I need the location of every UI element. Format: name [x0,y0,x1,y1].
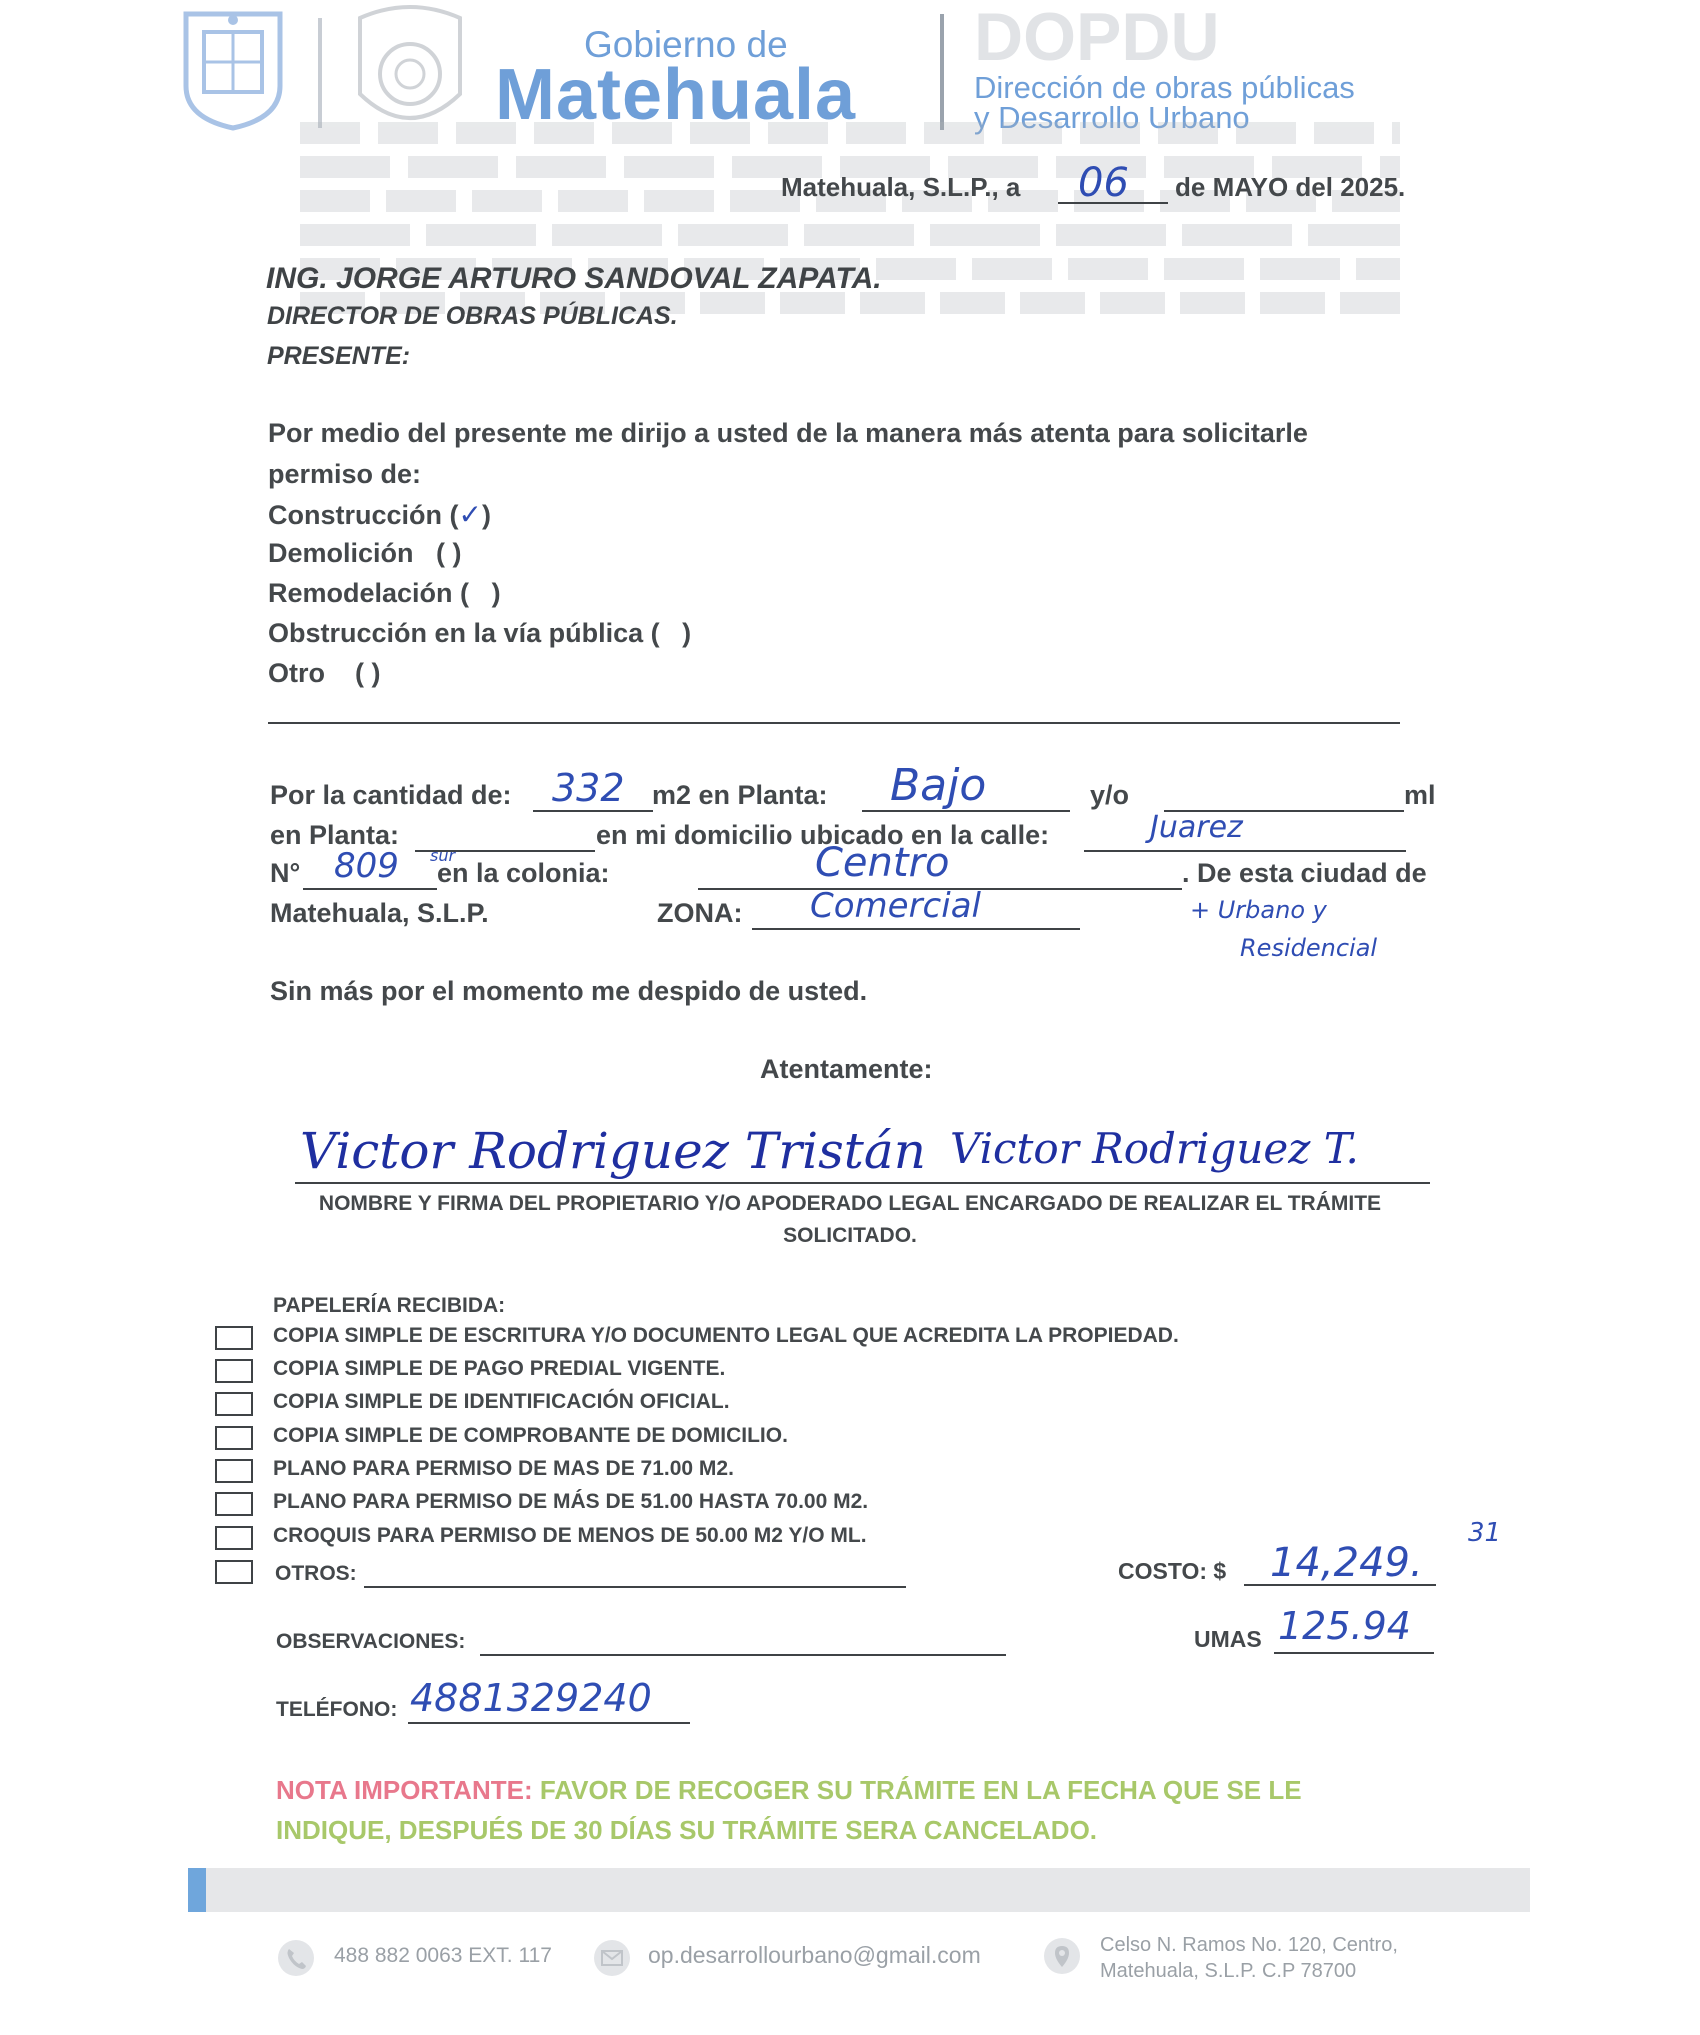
costo-underline [1244,1584,1436,1586]
zona-extra-2: Residencial [1240,934,1378,962]
ml-label: ml [1404,780,1436,810]
phone-icon [276,1938,316,1978]
dept-line2: y Desarrollo Urbano [974,100,1250,135]
zona-underline [752,928,1080,930]
footer-email[interactable]: op.desarrollourbano@gmail.com [648,1942,981,1968]
colonia-value[interactable]: Centro [815,840,950,886]
body-intro: Por medio del presente me dirijo a usted de la manera más atenta para solicitarle [268,418,1308,448]
signature-caption-2: SOLICITADO. [783,1224,917,1247]
papeleria-item: COPIA SIMPLE DE ESCRITURA Y/O DOCUMENTO LEGAL QUE ACREDITA LA PROPIEDAD. [273,1324,1179,1347]
planta-value[interactable]: Bajo [890,760,987,811]
recipient-name: ING. JORGE ARTURO SANDOVAL ZAPATA. [266,262,882,295]
umas-underline [1274,1652,1434,1654]
checkbox-domicilio[interactable] [215,1426,253,1450]
costo-value[interactable]: 14,249. [1270,1540,1423,1586]
checkbox-escritura[interactable] [215,1326,253,1350]
telefono-underline [408,1722,690,1724]
m2-label: m2 en Planta: [652,780,828,810]
papeleria-title: PAPELERÍA RECIBIDA: [273,1294,506,1317]
body-intro-2: permiso de: [268,459,422,489]
signature-line [295,1182,1430,1184]
recipient-title: DIRECTOR DE OBRAS PÚBLICAS. [267,302,678,330]
date-suffix: de MAYO del 2025. [1175,172,1406,202]
calle-underline [1084,850,1406,852]
signature-caption-1: NOMBRE Y FIRMA DEL PROPIETARIO Y/O APODERADO LEGAL ENCARGADO DE REALIZAR EL TRÁMITE [318,1192,1382,1215]
zona-value[interactable]: Comercial [810,886,981,926]
gov-line1: Gobierno de [584,24,788,65]
calle-value[interactable]: Juarez [1150,810,1243,845]
footer-contacts [276,1932,1476,1992]
option-construccion[interactable]: Construcción (✓) [268,498,491,531]
no-suffix: sur [430,846,456,865]
atentamente-text: Atentamente: [760,1054,933,1084]
scan-bleed-through [300,110,1400,370]
coat-of-arms-icon [176,6,290,132]
option-obstruccion[interactable]: Obstrucción en la vía pública ( ) [268,618,692,648]
checkbox-predial[interactable] [215,1359,253,1383]
nota-label: NOTA IMPORTANTE: [276,1775,533,1805]
footer-phone: 488 882 0063 EXT. 117 [334,1944,552,1967]
gov-line2: Matehuala [495,55,857,135]
planta2-label: en Planta: [270,820,400,850]
dept-line1: Dirección de obras públicas [974,70,1355,105]
checkbox-plano-71[interactable] [215,1459,253,1483]
permit-options [268,498,691,698]
recipient-present: PRESENTE: [267,342,411,370]
option-remodelacion[interactable]: Remodelación ( ) [268,578,501,608]
footer-address [1100,1932,1398,1984]
no-label: N° [270,858,301,888]
matehuala-label: Matehuala, S.L.P. [270,898,489,928]
yo-label: y/o [1090,780,1130,810]
date-day: 06 [1078,160,1129,206]
checkbox-plano-51[interactable] [215,1492,253,1516]
cantidad-value[interactable]: 332 [552,766,625,810]
nota-text-2: INDIQUE, DESPUÉS DE 30 DÍAS SU TRÁMITE SERA CANCELADO. [276,1815,1098,1845]
nota-text-1: FAVOR DE RECOGER SU TRÁMITE EN LA FECHA QUE SE LE [539,1775,1302,1805]
zona-label: ZONA: [657,898,743,928]
colonia-label: en la colonia: [437,858,610,888]
telefono-value[interactable]: 4881329240 [410,1676,652,1720]
date-day-underline [1058,202,1168,204]
option-demolicion[interactable]: Demolición ( ) [268,538,462,568]
domicilio-label: en mi domicilio ubicado en la calle: [596,820,1050,850]
nota-importante [276,1770,1302,1850]
observaciones-line [480,1654,1006,1656]
otros-label: OTROS: [275,1562,357,1585]
dept-acronym: DOPDU [974,0,1220,75]
date-prefix: Matehuala, S.L.P., a [781,172,1021,202]
umas-value[interactable]: 125.94 [1278,1604,1411,1648]
checkbox-otros[interactable] [215,1560,253,1584]
location-pin-icon [1042,1936,1082,1980]
footer-address-1: Celso N. Ramos No. 120, Centro, [1100,1934,1398,1956]
cantidad-underline [533,810,653,812]
signature-name: Victor Rodriguez Tristán [300,1122,926,1180]
otro-line [268,722,1400,724]
observaciones-label: OBSERVACIONES: [276,1630,466,1653]
papeleria-item: COPIA SIMPLE DE COMPROBANTE DE DOMICILIO. [273,1424,788,1447]
signature-caption [270,1188,1430,1252]
planta-underline [862,810,1070,812]
papeleria-item: COPIA SIMPLE DE IDENTIFICACIÓN OFICIAL. [273,1390,730,1413]
checkbox-croquis[interactable] [215,1526,253,1550]
costo-label: COSTO: $ [1118,1558,1227,1584]
zona-extra-1: + Urbano y [1190,896,1327,924]
costo-cents: 31 [1468,1518,1502,1548]
papeleria-item: PLANO PARA PERMISO DE MAS DE 71.00 M2. [273,1457,734,1480]
footer-bar [188,1868,1530,1912]
otros-line [364,1586,906,1588]
option-otro[interactable]: Otro ( ) [268,658,381,688]
signature: Victor Rodriguez T. [950,1124,1359,1173]
checkbox-identificacion[interactable] [215,1392,253,1416]
farewell-text: Sin más por el momento me despido de usted. [270,976,868,1006]
papeleria-item: COPIA SIMPLE DE PAGO PREDIAL VIGENTE. [273,1357,726,1380]
footer-address-2: Matehuala, S.L.P. C.P 78700 [1100,1960,1357,1982]
ciudad-label: . De esta ciudad de [1182,858,1427,888]
umas-label: UMAS [1194,1626,1262,1652]
papeleria-item: CROQUIS PARA PERMISO DE MENOS DE 50.00 M2 Y/O ML. [273,1524,867,1547]
no-value[interactable]: 809 [334,846,399,886]
papeleria-item: PLANO PARA PERMISO DE MÁS DE 51.00 HASTA 70.00 M2. [273,1490,869,1513]
telefono-label: TELÉFONO: [276,1698,398,1721]
cantidad-label: Por la cantidad de: [270,780,512,810]
no-underline [303,888,437,890]
email-icon [592,1938,632,1978]
